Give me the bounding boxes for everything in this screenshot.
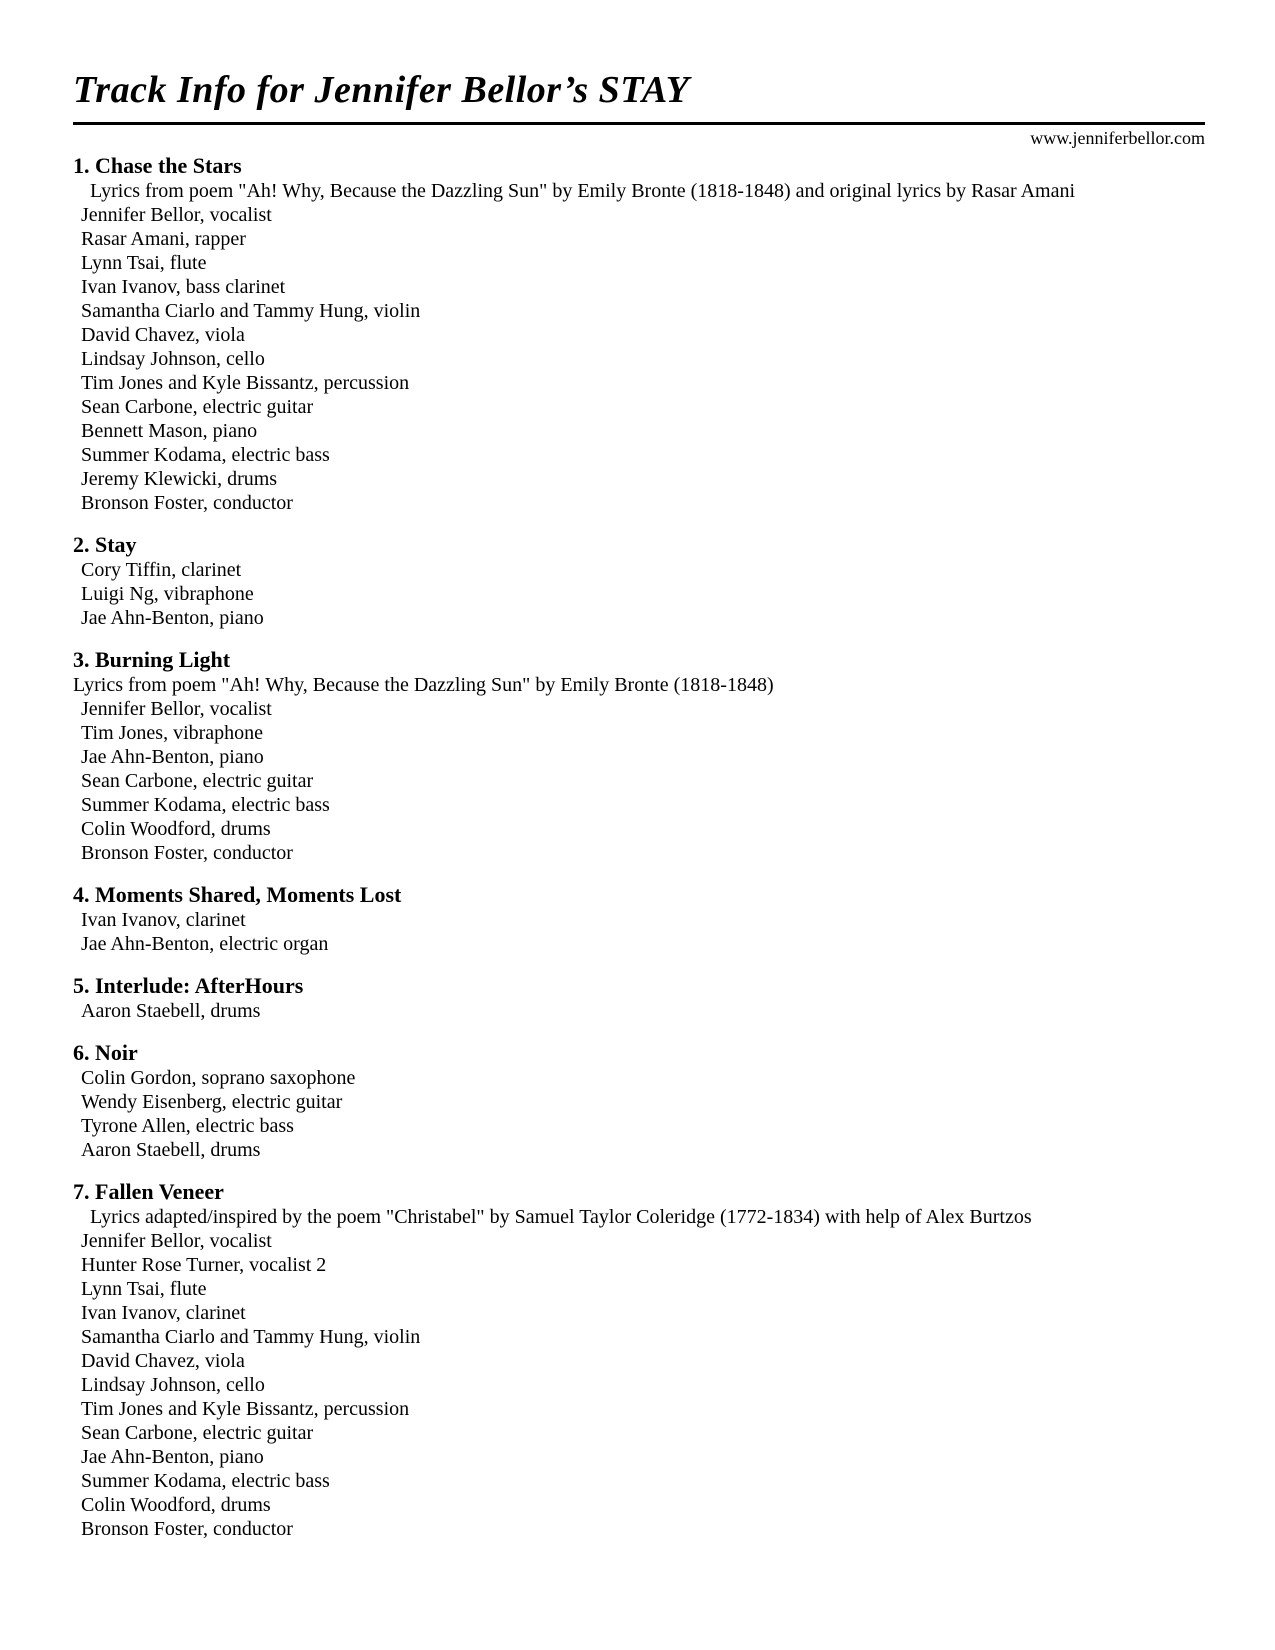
track-section-4	[73, 881, 1205, 956]
personnel-line: Jennifer Bellor, vocalist	[81, 698, 272, 720]
track-heading: 5. Interlude: AfterHours	[73, 973, 304, 998]
website-url: www.jenniferbellor.com	[1030, 128, 1205, 148]
personnel-line: Luigi Ng, vibraphone	[81, 583, 254, 605]
personnel-line: Jae Ahn-Benton, electric organ	[81, 933, 329, 955]
personnel-line: Summer Kodama, electric bass	[81, 444, 330, 466]
personnel-line: Jeremy Klewicki, drums	[81, 468, 278, 490]
personnel-line: Bronson Foster, conductor	[81, 842, 293, 864]
page-title: Track Info for Jennifer Bellor’s STAY	[73, 69, 690, 111]
personnel-line: Sean Carbone, electric guitar	[81, 1422, 314, 1444]
personnel-line: Cory Tiffin, clarinet	[81, 559, 242, 581]
track-section-7	[73, 1178, 1205, 1541]
personnel-line: Jae Ahn-Benton, piano	[81, 1446, 264, 1468]
personnel-line: Jae Ahn-Benton, piano	[81, 607, 264, 629]
personnel-line: Jennifer Bellor, vocalist	[81, 204, 272, 226]
track-lyrics-note: Lyrics from poem "Ah! Why, Because the Dazzling Sun" by Emily Bronte (1818-1848)	[73, 674, 774, 696]
personnel-line: Ivan Ivanov, bass clarinet	[81, 276, 286, 298]
personnel-line: David Chavez, viola	[81, 324, 245, 346]
personnel-line: Tyrone Allen, electric bass	[81, 1115, 294, 1137]
personnel-line: Colin Woodford, drums	[81, 1494, 271, 1516]
personnel-line: Sean Carbone, electric guitar	[81, 770, 314, 792]
track-section-2	[73, 531, 1205, 630]
personnel-line: Hunter Rose Turner, vocalist 2	[81, 1254, 327, 1276]
personnel-line: Lynn Tsai, flute	[81, 1278, 207, 1300]
personnel-line: Bronson Foster, conductor	[81, 1518, 293, 1540]
personnel-line: Aaron Staebell, drums	[81, 1000, 261, 1022]
personnel-line: David Chavez, viola	[81, 1350, 245, 1372]
track-lyrics-note: Lyrics adapted/inspired by the poem "Christabel" by Samuel Taylor Coleridge (1772-1834) with help of Alex Burtzos	[90, 1206, 1032, 1228]
personnel-line: Jae Ahn-Benton, piano	[81, 746, 264, 768]
personnel-line: Lindsay Johnson, cello	[81, 1374, 265, 1396]
personnel-line: Wendy Eisenberg, electric guitar	[81, 1091, 343, 1113]
document-header	[73, 68, 1205, 149]
personnel-line: Aaron Staebell, drums	[81, 1139, 261, 1161]
personnel-line: Sean Carbone, electric guitar	[81, 396, 314, 418]
track-section-6	[73, 1039, 1205, 1162]
personnel-line: Ivan Ivanov, clarinet	[81, 1302, 246, 1324]
personnel-line: Bronson Foster, conductor	[81, 492, 293, 514]
personnel-line: Jennifer Bellor, vocalist	[81, 1230, 272, 1252]
personnel-line: Tim Jones, vibraphone	[81, 722, 264, 744]
track-list	[73, 152, 1205, 1541]
personnel-line: Colin Woodford, drums	[81, 818, 271, 840]
track-heading: 7. Fallen Veneer	[73, 1179, 224, 1204]
personnel-line: Tim Jones and Kyle Bissantz, percussion	[81, 1398, 410, 1420]
personnel-line: Tim Jones and Kyle Bissantz, percussion	[81, 372, 410, 394]
track-heading: 4. Moments Shared, Moments Lost	[73, 882, 402, 907]
personnel-line: Lindsay Johnson, cello	[81, 348, 265, 370]
track-lyrics-note: Lyrics from poem "Ah! Why, Because the Dazzling Sun" by Emily Bronte (1818-1848) and original lyrics by Rasar Amani	[90, 180, 1076, 202]
track-section-5	[73, 972, 1205, 1023]
track-heading: 2. Stay	[73, 532, 137, 557]
track-heading: 6. Noir	[73, 1040, 138, 1065]
personnel-line: Samantha Ciarlo and Tammy Hung, violin	[81, 1326, 421, 1348]
track-section-1	[73, 152, 1205, 515]
track-heading: 3. Burning Light	[73, 647, 231, 672]
track-section-3	[73, 646, 1205, 865]
personnel-line: Ivan Ivanov, clarinet	[81, 909, 246, 931]
personnel-line: Lynn Tsai, flute	[81, 252, 207, 274]
title-rule	[73, 122, 1205, 125]
personnel-line: Samantha Ciarlo and Tammy Hung, violin	[81, 300, 421, 322]
personnel-line: Colin Gordon, soprano saxophone	[81, 1067, 356, 1089]
track-heading: 1. Chase the Stars	[73, 153, 242, 178]
personnel-line: Rasar Amani, rapper	[81, 228, 246, 250]
personnel-line: Summer Kodama, electric bass	[81, 1470, 330, 1492]
personnel-line: Bennett Mason, piano	[81, 420, 258, 442]
personnel-line: Summer Kodama, electric bass	[81, 794, 330, 816]
